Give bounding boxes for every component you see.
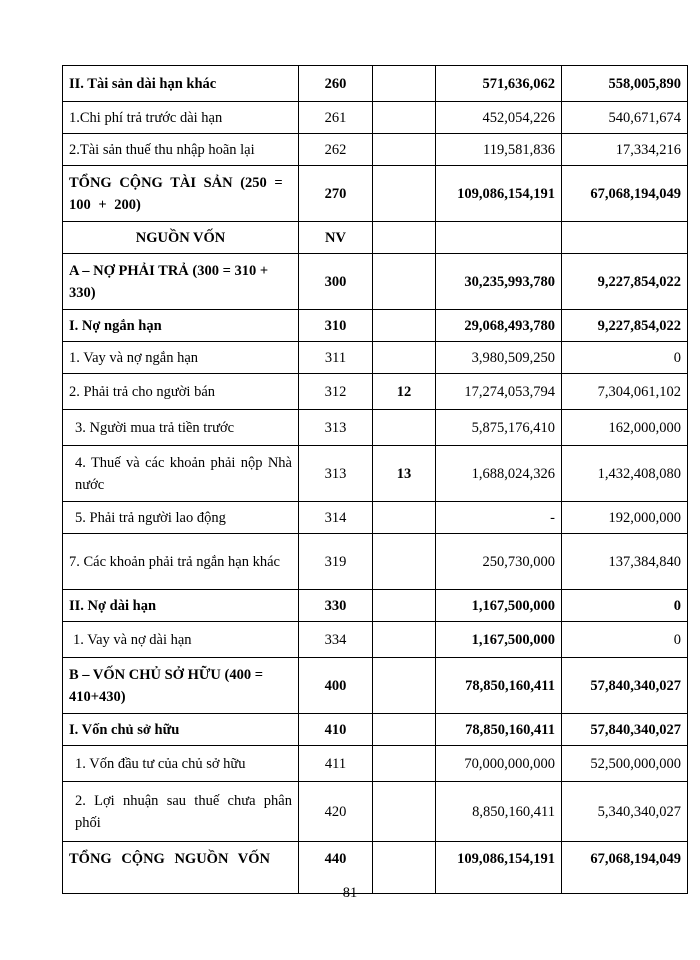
item-code: 312 bbox=[299, 374, 373, 410]
item-name: 1. Vay và nợ dài hạn bbox=[63, 622, 299, 658]
beginning-of-period-value: 5,340,340,027 bbox=[562, 782, 688, 842]
item-code: 262 bbox=[299, 134, 373, 166]
beginning-of-period-value: 0 bbox=[562, 590, 688, 622]
item-code: 313 bbox=[299, 446, 373, 502]
item-name: I. Nợ ngắn hạn bbox=[63, 310, 299, 342]
end-of-period-value: - bbox=[436, 502, 562, 534]
item-name: 1. Vay và nợ ngắn hạn bbox=[63, 342, 299, 374]
table-row bbox=[63, 446, 688, 502]
table-row bbox=[63, 102, 688, 134]
table-row bbox=[63, 714, 688, 746]
table-row bbox=[63, 254, 688, 310]
table-row bbox=[63, 66, 688, 102]
item-note: 12 bbox=[373, 374, 436, 410]
end-of-period-value: 1,167,500,000 bbox=[436, 622, 562, 658]
item-note bbox=[373, 714, 436, 746]
end-of-period-value: 17,274,053,794 bbox=[436, 374, 562, 410]
table-row bbox=[63, 342, 688, 374]
item-note bbox=[373, 310, 436, 342]
beginning-of-period-value: 17,334,216 bbox=[562, 134, 688, 166]
beginning-of-period-value: 0 bbox=[562, 342, 688, 374]
beginning-of-period-value: 1,432,408,080 bbox=[562, 446, 688, 502]
item-code: 300 bbox=[299, 254, 373, 310]
item-code: NV bbox=[299, 222, 373, 254]
item-name: 1.Chi phí trả trước dài hạn bbox=[63, 102, 299, 134]
item-code: 314 bbox=[299, 502, 373, 534]
item-name: 1. Vốn đầu tư của chủ sở hữu bbox=[63, 746, 299, 782]
item-code: 260 bbox=[299, 66, 373, 102]
beginning-of-period-value: 57,840,340,027 bbox=[562, 714, 688, 746]
item-note bbox=[373, 410, 436, 446]
beginning-of-period-value: 9,227,854,022 bbox=[562, 310, 688, 342]
page-number: 81 bbox=[342, 885, 358, 901]
item-code: 313 bbox=[299, 410, 373, 446]
beginning-of-period-value: 0 bbox=[562, 622, 688, 658]
end-of-period-value: 30,235,993,780 bbox=[436, 254, 562, 310]
item-code: 410 bbox=[299, 714, 373, 746]
table-row bbox=[63, 374, 688, 410]
end-of-period-value: 70,000,000,000 bbox=[436, 746, 562, 782]
table-row bbox=[63, 658, 688, 714]
end-of-period-value: 119,581,836 bbox=[436, 134, 562, 166]
item-code: 411 bbox=[299, 746, 373, 782]
beginning-of-period-value: 7,304,061,102 bbox=[562, 374, 688, 410]
item-code: 261 bbox=[299, 102, 373, 134]
end-of-period-value: 8,850,160,411 bbox=[436, 782, 562, 842]
item-note bbox=[373, 134, 436, 166]
table-row bbox=[63, 782, 688, 842]
table-row bbox=[63, 222, 688, 254]
item-note bbox=[373, 782, 436, 842]
item-code: 330 bbox=[299, 590, 373, 622]
end-of-period-value bbox=[436, 222, 562, 254]
item-name: 7. Các khoản phải trả ngắn hạn khác bbox=[63, 534, 299, 590]
beginning-of-period-value: 192,000,000 bbox=[562, 502, 688, 534]
item-name: 2. Phải trả cho người bán bbox=[63, 374, 299, 410]
item-name: 4. Thuế và các khoản phải nộp Nhà nước bbox=[63, 446, 299, 502]
item-note bbox=[373, 590, 436, 622]
item-note bbox=[373, 166, 436, 222]
table-row bbox=[63, 310, 688, 342]
item-code: 334 bbox=[299, 622, 373, 658]
beginning-of-period-value: 57,840,340,027 bbox=[562, 658, 688, 714]
item-name: 3. Người mua trả tiền trước bbox=[63, 410, 299, 446]
item-note bbox=[373, 66, 436, 102]
item-note bbox=[373, 502, 436, 534]
beginning-of-period-value: 52,500,000,000 bbox=[562, 746, 688, 782]
end-of-period-value: 1,167,500,000 bbox=[436, 590, 562, 622]
balance-sheet-table bbox=[62, 65, 688, 894]
end-of-period-value: 1,688,024,326 bbox=[436, 446, 562, 502]
end-of-period-value: 78,850,160,411 bbox=[436, 714, 562, 746]
item-note bbox=[373, 534, 436, 590]
end-of-period-value: 3,980,509,250 bbox=[436, 342, 562, 374]
beginning-of-period-value: 67,068,194,049 bbox=[562, 166, 688, 222]
table-row bbox=[63, 502, 688, 534]
end-of-period-value: 5,875,176,410 bbox=[436, 410, 562, 446]
item-code: 270 bbox=[299, 166, 373, 222]
item-note: 13 bbox=[373, 446, 436, 502]
beginning-of-period-value bbox=[562, 222, 688, 254]
end-of-period-value: 250,730,000 bbox=[436, 534, 562, 590]
item-name: TỔNG CỘNG TÀI SẢN (250 = 100 + 200) bbox=[63, 166, 299, 222]
end-of-period-value: 78,850,160,411 bbox=[436, 658, 562, 714]
item-note bbox=[373, 102, 436, 134]
item-name: 2.Tài sản thuế thu nhập hoãn lại bbox=[63, 134, 299, 166]
table-row bbox=[63, 590, 688, 622]
item-name: 5. Phải trả người lao động bbox=[63, 502, 299, 534]
beginning-of-period-value: 162,000,000 bbox=[562, 410, 688, 446]
item-code: 310 bbox=[299, 310, 373, 342]
end-of-period-value: 29,068,493,780 bbox=[436, 310, 562, 342]
item-name: II. Tài sản dài hạn khác bbox=[63, 66, 299, 102]
beginning-of-period-value: 540,671,674 bbox=[562, 102, 688, 134]
item-name: B – VỐN CHỦ SỞ HỮU (400 = 410+430) bbox=[63, 658, 299, 714]
item-name: TỔNG CỘNG NGUỒN VỐN bbox=[63, 842, 299, 894]
item-name: II. Nợ dài hạn bbox=[63, 590, 299, 622]
table-row bbox=[63, 534, 688, 590]
table-row bbox=[63, 410, 688, 446]
item-note bbox=[373, 342, 436, 374]
beginning-of-period-value: 558,005,890 bbox=[562, 66, 688, 102]
item-note bbox=[373, 222, 436, 254]
section-heading: NGUỒN VỐN bbox=[63, 222, 299, 254]
item-name: 2. Lợi nhuận sau thuế chưa phân phối bbox=[63, 782, 299, 842]
table-row bbox=[63, 622, 688, 658]
item-code: 311 bbox=[299, 342, 373, 374]
end-of-period-value: 109,086,154,191 bbox=[436, 166, 562, 222]
item-note bbox=[373, 746, 436, 782]
beginning-of-period-value: 137,384,840 bbox=[562, 534, 688, 590]
end-of-period-value: 452,054,226 bbox=[436, 102, 562, 134]
item-note bbox=[373, 658, 436, 714]
beginning-of-period-value: 67,068,194,049 bbox=[562, 842, 688, 894]
table-row bbox=[63, 746, 688, 782]
table-row bbox=[63, 134, 688, 166]
end-of-period-value: 109,086,154,191 bbox=[436, 842, 562, 894]
item-note bbox=[373, 622, 436, 658]
item-code: 319 bbox=[299, 534, 373, 590]
item-code: 440 bbox=[299, 842, 373, 894]
item-name: A – NỢ PHẢI TRẢ (300 = 310 + 330) bbox=[63, 254, 299, 310]
end-of-period-value: 571,636,062 bbox=[436, 66, 562, 102]
item-note bbox=[373, 254, 436, 310]
beginning-of-period-value: 9,227,854,022 bbox=[562, 254, 688, 310]
table-row bbox=[63, 166, 688, 222]
item-code: 420 bbox=[299, 782, 373, 842]
item-code: 400 bbox=[299, 658, 373, 714]
item-name: I. Vốn chủ sở hữu bbox=[63, 714, 299, 746]
